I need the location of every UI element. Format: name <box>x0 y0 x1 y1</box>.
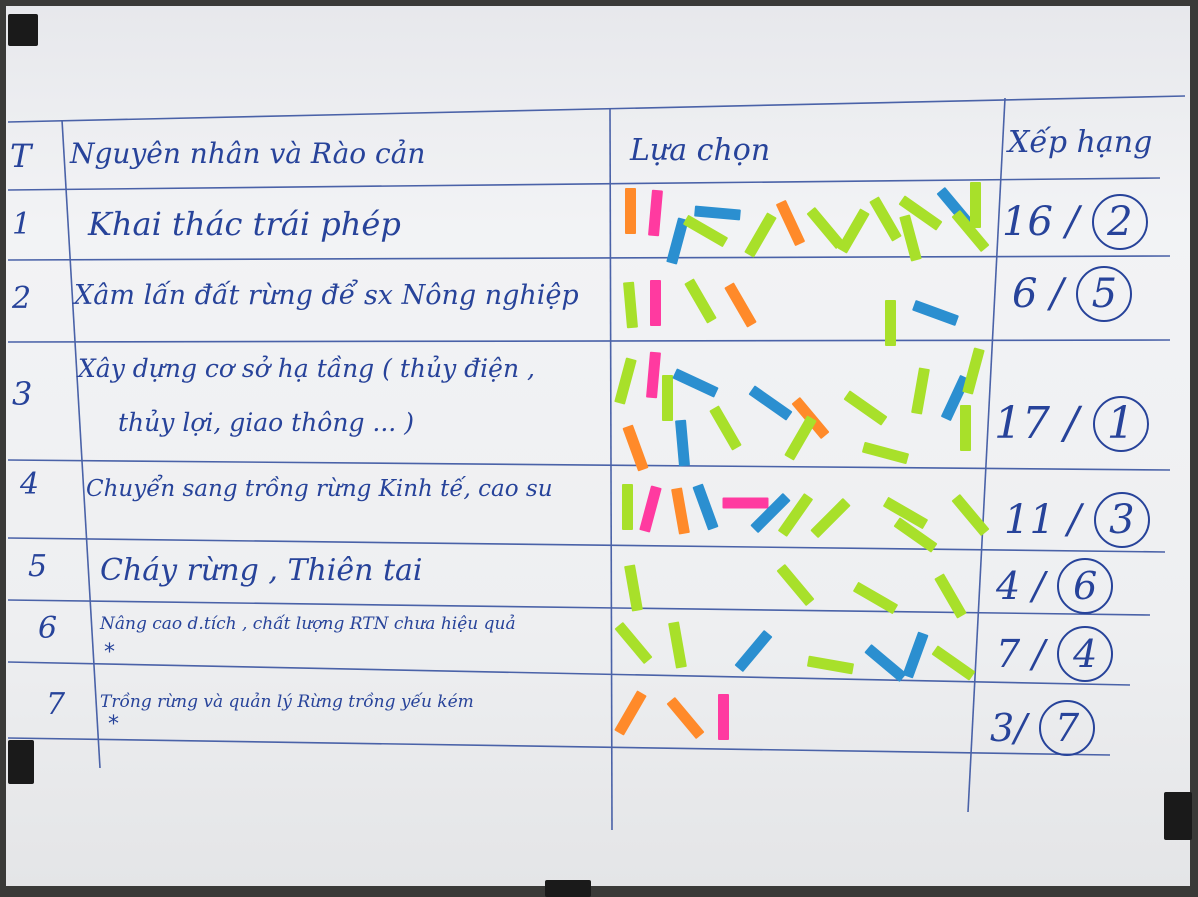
cause-text: Chuyển sang trồng rừng Kinh tế, cao su <box>86 476 553 502</box>
vote-count: 3 <box>990 706 1015 750</box>
header-stt: T <box>10 137 32 175</box>
rank-cell: 4 / 6 <box>996 558 1113 614</box>
header-rank: Xếp hạng <box>1008 125 1153 160</box>
rank-circle: 3 <box>1094 492 1150 548</box>
row-number: 3 <box>12 375 33 413</box>
asterisk-mark: * <box>108 712 119 737</box>
sticky-note <box>625 188 636 234</box>
row-number: 5 <box>28 549 48 584</box>
sticky-note <box>718 694 729 740</box>
rank-cell: 3/ 7 <box>990 700 1095 756</box>
vote-count: 7 <box>996 632 1021 676</box>
rank-circle: 2 <box>1092 194 1148 250</box>
cause-text: Xâm lấn đất rừng để sx Nông nghiệp <box>74 280 579 311</box>
sticky-note <box>662 375 673 421</box>
cause-text: thủy lợi, giao thông ... ) <box>118 408 414 437</box>
vote-count: 17 <box>994 398 1050 449</box>
sticky-note <box>723 498 769 509</box>
rank-circle: 4 <box>1057 626 1113 682</box>
row-number: 6 <box>38 611 58 646</box>
header-cause: Nguyên nhân và Rào cản <box>70 137 426 170</box>
rank-cell: 17 / 1 <box>994 396 1149 452</box>
rank-cell: 11 / 3 <box>1004 492 1150 548</box>
rank-cell: 6 / 5 <box>1012 266 1132 322</box>
sticky-note <box>960 405 971 451</box>
header-choice: Lựa chọn <box>630 133 771 168</box>
row-number: 1 <box>12 207 32 242</box>
rank-circle: 1 <box>1093 396 1149 452</box>
row-number: 7 <box>46 687 66 722</box>
vote-count: 6 <box>1012 271 1038 317</box>
cause-text: Xây dựng cơ sở hạ tầng ( thủy điện , <box>78 354 535 383</box>
row-number: 4 <box>20 467 40 502</box>
cause-text: Trồng rừng và quản lý Rừng trồng yếu kém <box>100 692 474 712</box>
rank-cell: 16 / 2 <box>1002 194 1148 250</box>
vote-count: 16 <box>1002 199 1053 245</box>
vote-count: 4 <box>996 564 1021 608</box>
cause-text: Khai thác trái phép <box>88 205 401 243</box>
asterisk-mark: * <box>104 640 115 665</box>
rank-circle: 5 <box>1076 266 1132 322</box>
rank-circle: 7 <box>1039 700 1095 756</box>
sticky-note <box>650 280 661 326</box>
rank-cell: 7 / 4 <box>996 626 1113 682</box>
cause-text: Cháy rừng , Thiên tai <box>100 553 423 588</box>
sticky-note <box>970 182 981 228</box>
sticky-note <box>622 484 633 530</box>
sticky-note <box>885 300 896 346</box>
row-number: 2 <box>12 281 32 316</box>
rank-circle: 6 <box>1057 558 1113 614</box>
vote-count: 11 <box>1004 497 1055 543</box>
cause-text: Nâng cao d.tích , chất lượng RTN chưa hiệu quả <box>100 614 516 634</box>
